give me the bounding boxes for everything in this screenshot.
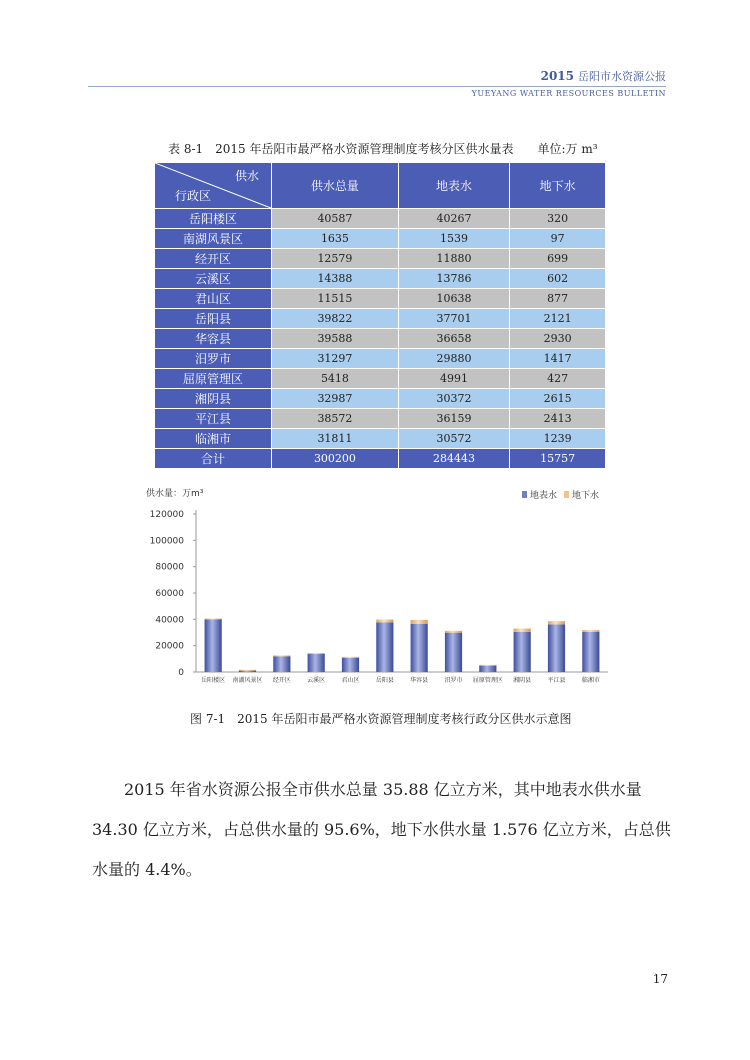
corner-label-region: 行政区 [175,189,212,203]
table-row [155,369,606,389]
x-tick-label: 屈原管理区 [472,677,503,684]
bar-ground-water [411,620,428,624]
ground-water-cell: 427 [510,369,606,389]
surface-water-cell: 36658 [398,329,509,349]
ground-water-cell: 699 [510,249,606,269]
surface-water-cell: 40267 [398,209,509,229]
x-tick-label: 临湘市 [581,677,600,684]
table-body [155,209,606,469]
ground-water-cell: 97 [510,229,606,249]
table-row [155,209,606,229]
x-tick-label: 君山区 [341,677,360,684]
total-supply-cell: 39822 [272,309,399,329]
region-name-cell: 君山区 [155,289,272,309]
region-name-cell: 平江县 [155,409,272,429]
ground-water-cell: 320 [510,209,606,229]
corner-label-supply: 供水 [234,169,259,183]
total-supply-cell: 11515 [272,289,399,309]
region-name-cell: 云溪区 [155,269,272,289]
ground-water-cell: 2930 [510,329,606,349]
region-name-cell: 湘阴县 [155,389,272,409]
region-name-cell: 南湖风景区 [155,229,272,249]
column-header-ground: 地下水 [510,163,606,209]
surface-water-cell: 1539 [398,229,509,249]
surface-water-cell: 30372 [398,389,509,409]
surface-total-cell: 284443 [398,449,509,469]
total-label-cell: 合计 [155,449,272,469]
page-header [88,68,666,98]
total-supply-cell: 32987 [272,389,399,409]
bar-ground-water [445,631,462,633]
y-tick-label: 0 [178,668,184,678]
bar-surface-water [445,633,462,672]
total-supply-cell: 12579 [272,249,399,269]
table-corner-cell [155,163,272,209]
surface-water-cell: 37701 [398,309,509,329]
bar-surface-water [205,619,222,672]
surface-water-cell: 29880 [398,349,509,369]
x-tick-label: 汨罗市 [444,677,463,684]
region-name-cell: 屈原管理区 [155,369,272,389]
header-subtitle: YUEYANG WATER RESOURCES BULLETIN [471,89,666,98]
bar-ground-water [308,653,325,654]
ground-water-cell: 2121 [510,309,606,329]
legend-swatch-ground [564,491,569,498]
table-row [155,309,606,329]
legend-swatch-surface [522,491,527,498]
total-supply-cell: 1635 [272,229,399,249]
bar-ground-water [273,655,290,656]
x-tick-label: 南湖风景区 [232,677,263,684]
bar-surface-water [273,656,290,672]
y-tick-label: 20000 [155,641,184,652]
figure-caption: 图 7-1 2015 年岳阳市最严格水资源管理制度考核行政分区供水示意图 [190,712,572,726]
water-supply-table [154,162,606,469]
total-supply-cell: 14388 [272,269,399,289]
table-row [155,269,606,289]
bar-ground-water [239,670,256,671]
bar-ground-water [548,621,565,624]
table-row [155,289,606,309]
total-supply-cell: 31811 [272,429,399,449]
bar-surface-water [582,632,599,672]
ground-water-cell: 877 [510,289,606,309]
table-row [155,429,606,449]
y-tick-label: 80000 [155,562,184,573]
body-paragraph: 2015 年省水资源公报全市供水总量 35.88 亿立方米，其中地表水供水量 34.30 亿立方米，占总供水量的 95.6%，地下水供水量 1.576 亿立方米，占总供水量的 4.4%。 [92,780,671,879]
region-name-cell: 岳阳县 [155,309,272,329]
table-total-row [155,449,606,469]
total-supply-cell: 5418 [272,369,399,389]
surface-water-cell: 10638 [398,289,509,309]
surface-water-cell: 4991 [398,369,509,389]
bar-surface-water [411,624,428,672]
y-tick-label: 120000 [149,510,184,520]
ground-water-cell: 602 [510,269,606,289]
legend-label: 地下水 [572,491,600,501]
x-tick-label: 华容县 [410,677,429,684]
header-rule [88,86,666,87]
table-row [155,229,606,249]
bar-ground-water [376,620,393,623]
ground-water-cell: 2413 [510,409,606,429]
x-tick-label: 平江县 [547,677,566,684]
bar-surface-water [479,665,496,672]
header-title: 岳阳市水资源公报 [578,70,666,83]
surface-water-cell: 11880 [398,249,509,269]
x-tick-label: 经开区 [272,677,291,684]
y-axis-label: 供水量：万m³ [146,489,204,499]
column-header-total: 供水总量 [272,163,399,209]
ground-total-cell: 15757 [510,449,606,469]
table-header-row [155,163,606,209]
bar-ground-water [514,629,531,632]
surface-water-cell: 36159 [398,409,509,429]
x-tick-label: 云溪区 [307,677,326,684]
page-number: 17 [652,972,668,986]
ground-water-cell: 2615 [510,389,606,409]
header-year: 2015 [540,69,574,83]
bar-surface-water [548,624,565,672]
table-row [155,349,606,369]
table-row [155,409,606,429]
total-supply-cell: 31297 [272,349,399,369]
legend-label: 地表水 [530,491,558,501]
bar-surface-water [514,632,531,672]
region-name-cell: 汨罗市 [155,349,272,369]
y-tick-label: 40000 [155,615,184,626]
total-supply-cell: 38572 [272,409,399,429]
region-name-cell: 经开区 [155,249,272,269]
bar-ground-water [479,665,496,666]
surface-water-cell: 30572 [398,429,509,449]
y-tick-label: 60000 [155,589,184,599]
grand-total-cell: 300200 [272,449,399,469]
region-name-cell: 华容县 [155,329,272,349]
ground-water-cell: 1239 [510,429,606,449]
bar-ground-water [205,619,222,620]
table-row [155,389,606,409]
x-tick-label: 岳阳县 [375,677,394,684]
table-row [155,249,606,269]
water-supply-chart [138,484,618,696]
column-header-surface: 地表水 [398,163,509,209]
table-row [155,329,606,349]
bar-ground-water [342,657,359,658]
region-name-cell: 临湘市 [155,429,272,449]
bar-surface-water [376,622,393,672]
y-tick-label: 100000 [149,536,184,547]
total-supply-cell: 40587 [272,209,399,229]
x-tick-label: 岳阳楼区 [201,677,226,684]
ground-water-cell: 1417 [510,349,606,369]
bar-surface-water [342,658,359,672]
region-name-cell: 岳阳楼区 [155,209,272,229]
total-supply-cell: 39588 [272,329,399,349]
table-caption: 表 8-1 2015 年岳阳市最严格水资源管理制度考核分区供水量表 单位:万 m³ [168,142,598,156]
header-title-line [88,68,666,84]
surface-water-cell: 13786 [398,269,509,289]
x-tick-label: 湘阴县 [513,677,532,684]
bar-surface-water [308,654,325,672]
bar-ground-water [582,630,599,632]
